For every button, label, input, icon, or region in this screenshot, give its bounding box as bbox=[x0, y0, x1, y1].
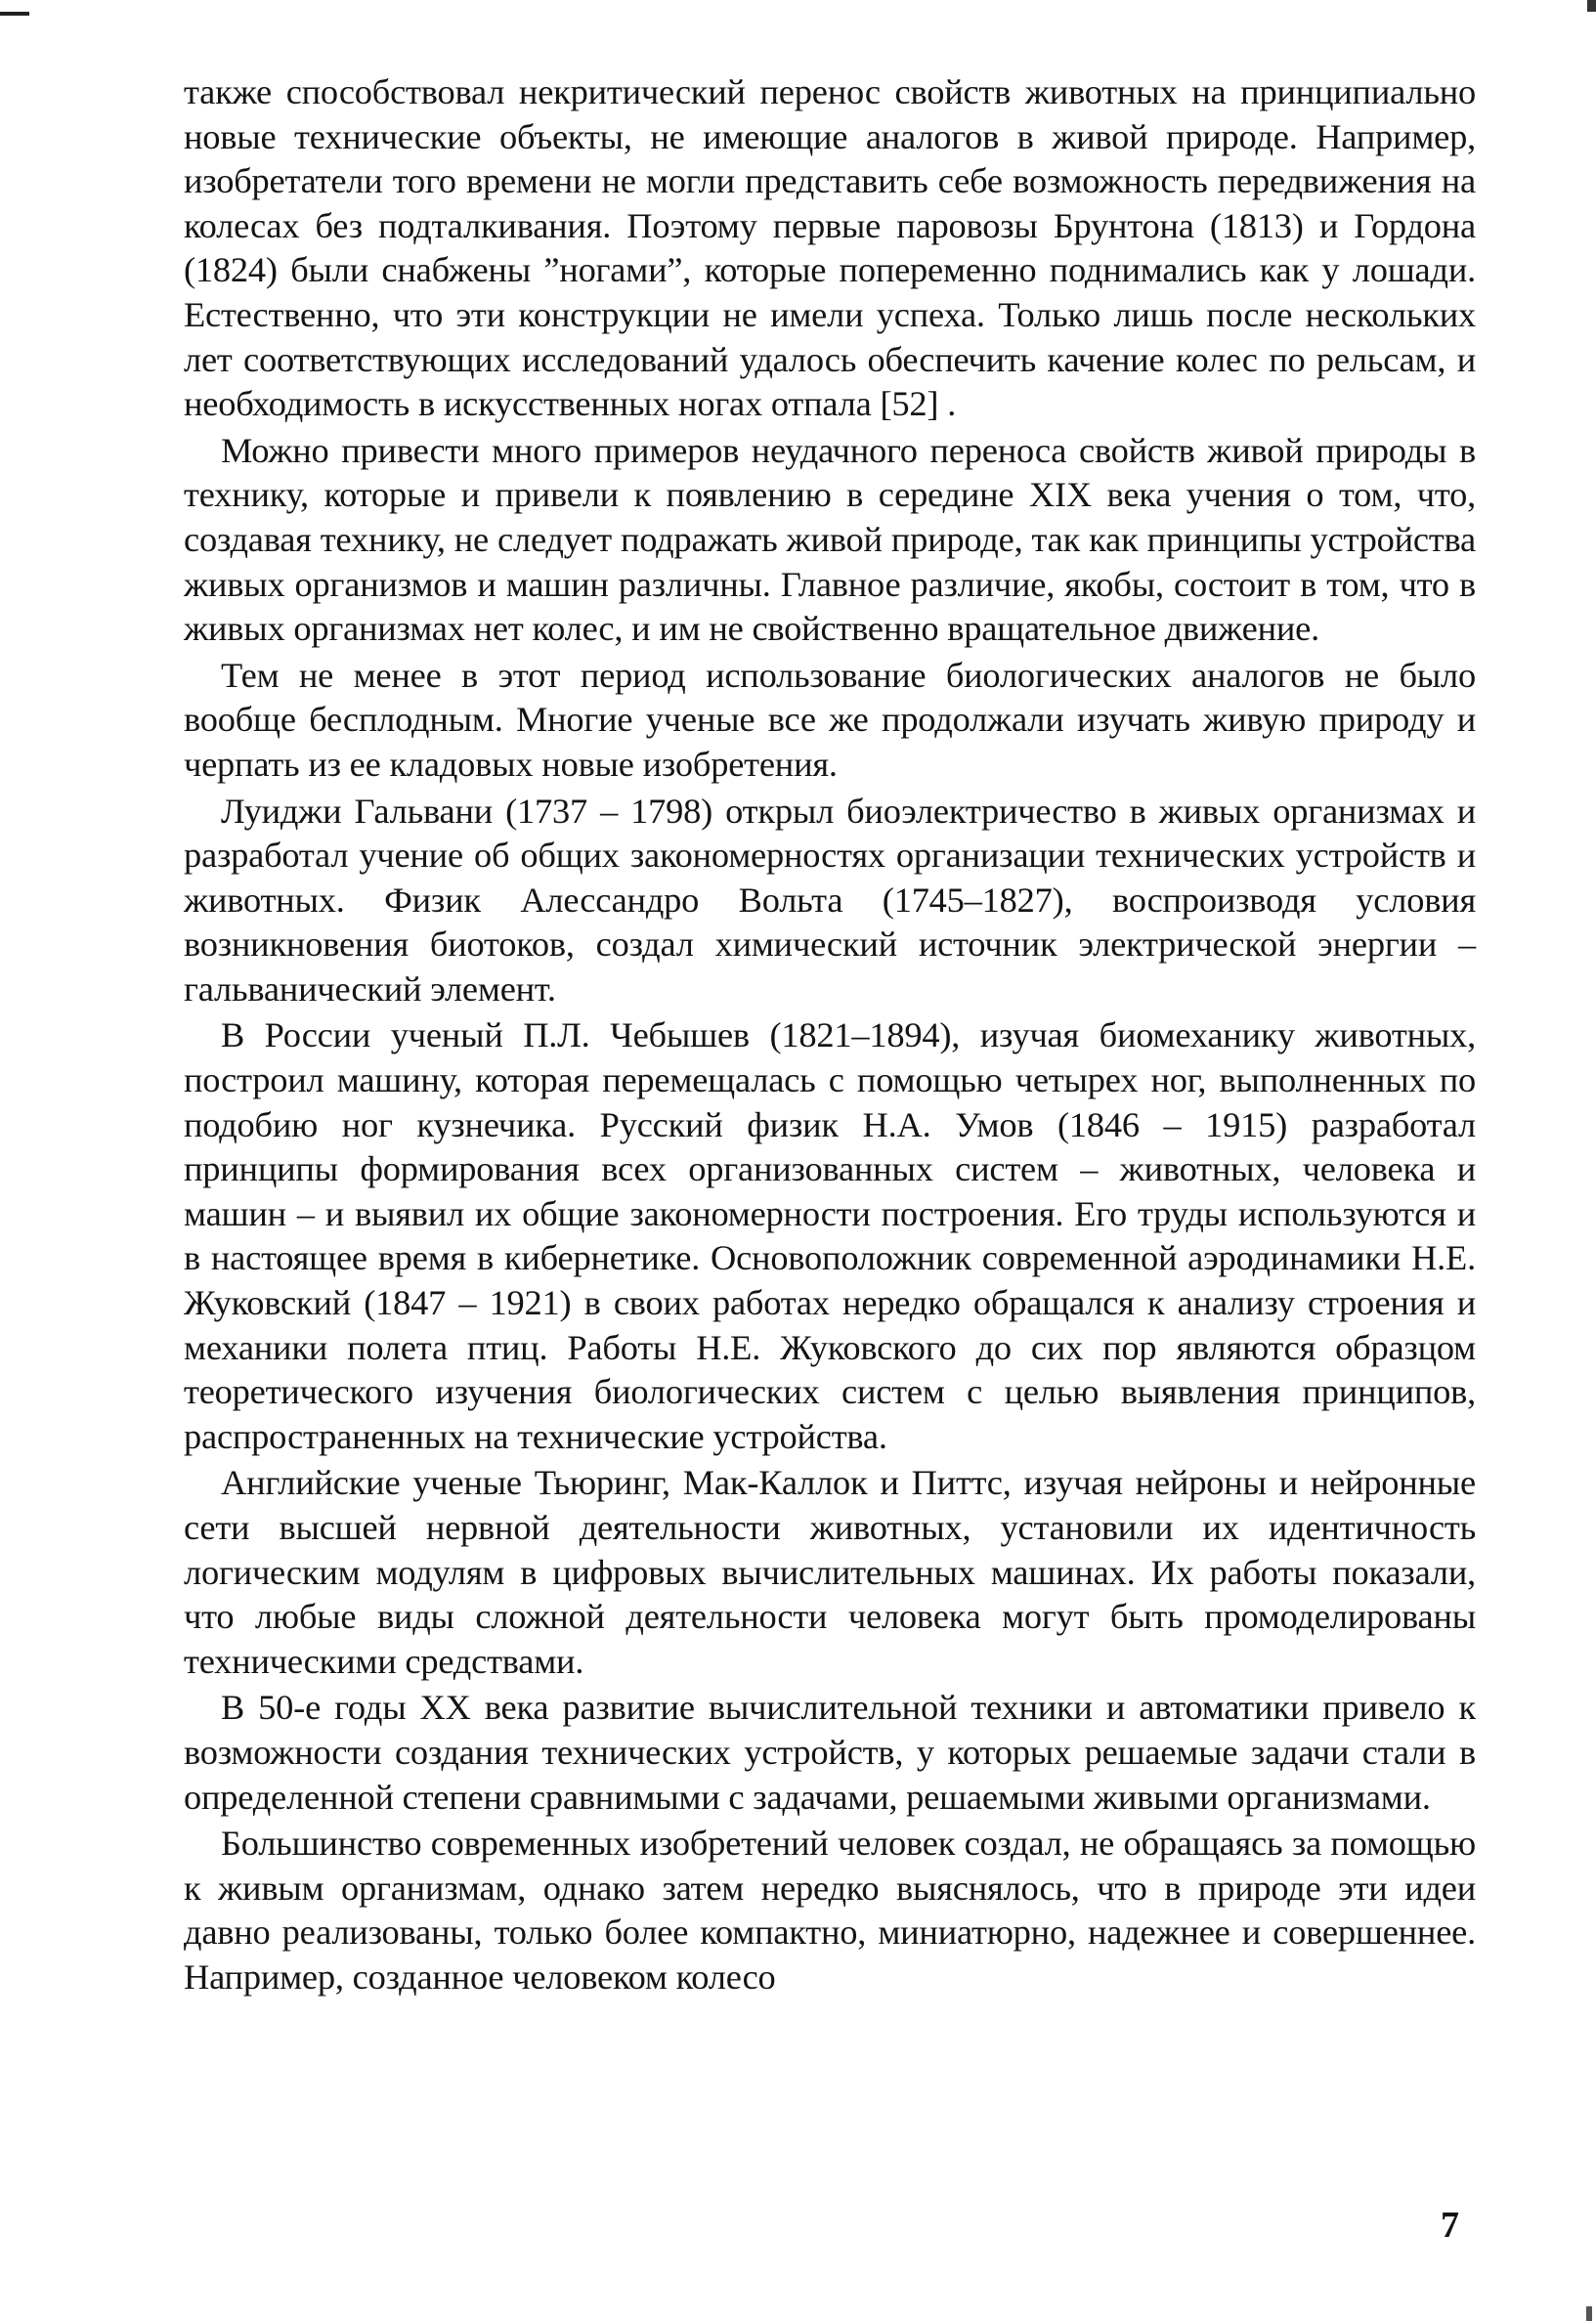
paragraph-continuation: также способствовал некритический перенос свойств животных на принципиально новые технические объекты, не имеющие аналогов в живой природе. Например, изобретатели того времени не могли представить себе возможность передвижения на колесах без подталкивания. Поэтому первые паровозы Брунтона (1813) и Гордона (1824) были снабжены ”ногами”, которые попеременно поднимались как у лошади. Естественно, что эти конструкции не имели успеха. Только лишь после нескольких лет соответствующих исследований удалось обеспечить качение колес по рельсам, и необходимость в искусственных ногах отпала [52] . bbox=[184, 72, 1476, 424]
scan-edge-mark bbox=[1587, 0, 1596, 12]
paragraph: В России ученый П.Л. Чебышев (1821–1894), изучая биомеханику животных, построил машину, которая перемещалась с помощью четырех ног, выполненных по подобию ног кузнечика. Русский физик Н.А. Умов (1846 – 1915) разработал принципы формирования всех организованных систем – животных, человека и машин – и выявил их общие закономерности построения. Его труды используются и в настоящее время в кибернетике. Основоположник современной аэродинамики Н.Е. Жуковский (1847 – 1921) в своих работах нередко обращался к анализу строения и механики полета птиц. Работы Н.Е. Жуковского до сих пор являются образцом теоретического изучения биологических систем с целью выявления принципов, распространенных на технические устройства. bbox=[184, 1015, 1476, 1456]
scan-edge-mark bbox=[0, 12, 29, 16]
paragraph: В 50-е годы XX века развитие вычислительной техники и автоматики привело к возможности создания технических устройств, у которых решаемые задачи стали в определенной степени сравнимыми с задачами, решаемыми живыми организмами. bbox=[184, 1688, 1476, 1817]
body-text bbox=[184, 70, 1476, 2000]
paragraph: Луиджи Гальвани (1737 – 1798) открыл биоэлектричество в живых организмах и разработал учение об общих закономерностях организации технических устройств и животных. Физик Алессандро Вольта (1745–1827), воспроизводя условия возникновения биотоков, создал химический источник электрической энергии – гальванический элемент. bbox=[184, 791, 1476, 1009]
paragraph: Большинство современных изобретений человек создал, не обращаясь за помощью к живым организмам, однако затем нередко выяснялось, что в природе эти идеи давно реализованы, только более компактно, миниатюрно, надежнее и совершеннее. Например, созданное человеком колесо bbox=[184, 1824, 1476, 1997]
paragraph: Тем не менее в этот период использование биологических аналогов не было вообще бесплодным. Многие ученые все же продолжали изучать живую природу и черпать из ее кладовых новые изобретения. bbox=[184, 655, 1476, 784]
paragraph: Можно привести много примеров неудачного переноса свойств живой природы в технику, которые и привели к появлению в середине XIX века учения о том, что, создавая технику, не следует подражать живой природе, так как принципы устройства живых организмов и машин различны. Главное различие, якобы, состоит в том, что в живых организмах нет колес, и им не свойственно вращательное движение. bbox=[184, 430, 1476, 649]
paragraph: Английские ученые Тьюринг, Мак-Каллок и Питтс, изучая нейроны и нейронные сети высшей нервной деятельности животных, установили их идентичность логическим модулям в цифровых вычислительных машинах. Их работы показали, что любые виды сложной деятельности человека могут быть промоделированы техническими средствами. bbox=[184, 1463, 1476, 1681]
page-number: 7 bbox=[1441, 2205, 1459, 2246]
scan-edge-mark bbox=[1586, 2306, 1592, 2321]
